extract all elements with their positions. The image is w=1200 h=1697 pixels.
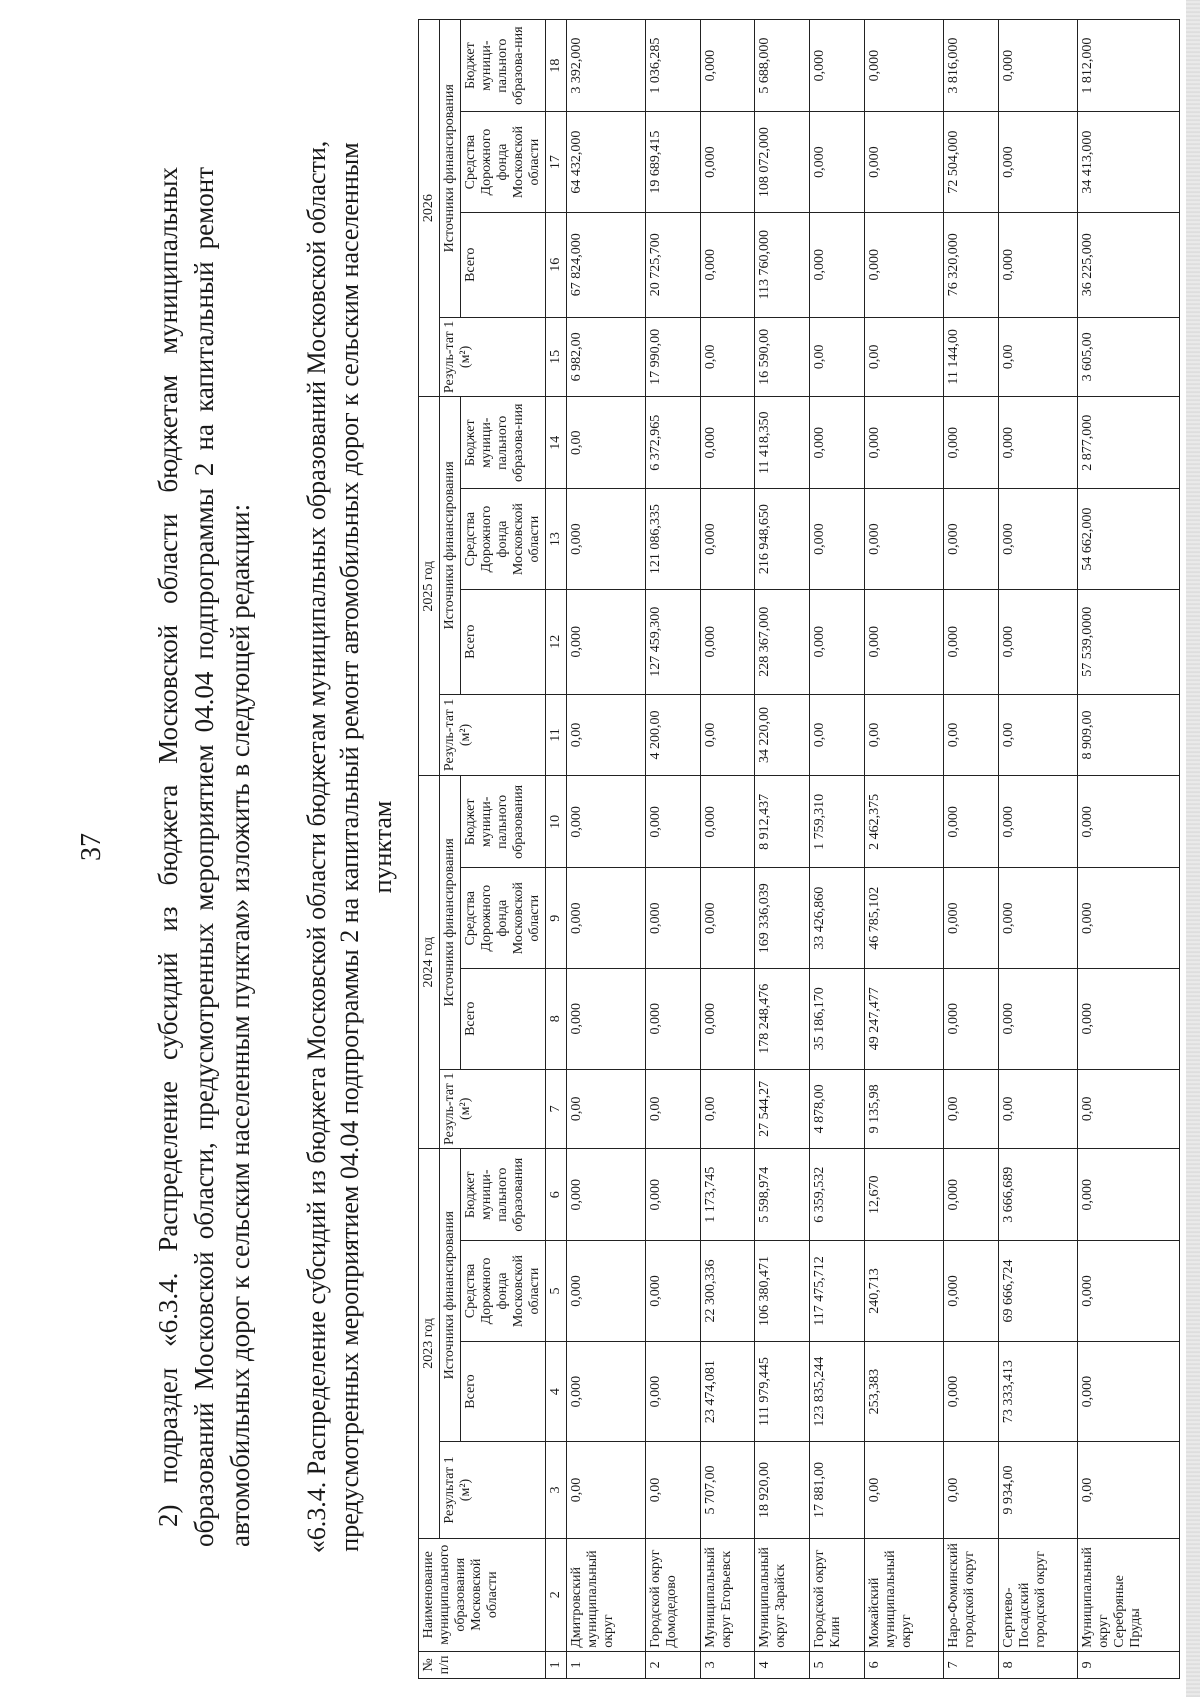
value-cell: 5 707,00 bbox=[700, 1442, 755, 1538]
value-cell: 1 036,285 bbox=[645, 20, 700, 112]
value-cell: 0,000 bbox=[865, 589, 944, 694]
value-cell: 0,000 bbox=[567, 589, 646, 694]
header-year-2024: 2024 год bbox=[419, 776, 440, 1149]
value-cell: 34 413,000 bbox=[1077, 112, 1180, 213]
value-cell: 0,000 bbox=[645, 776, 700, 868]
value-cell: 0,00 bbox=[998, 317, 1077, 397]
value-cell: 0,000 bbox=[943, 776, 998, 868]
value-cell: 67 824,000 bbox=[567, 212, 646, 317]
value-cell: 0,00 bbox=[998, 1069, 1077, 1149]
header-row-subcols bbox=[461, 20, 546, 1679]
value-cell: 0,00 bbox=[567, 397, 646, 489]
value-cell: 0,00 bbox=[645, 1442, 700, 1538]
value-cell: 0,000 bbox=[567, 1149, 646, 1241]
value-cell: 18 920,00 bbox=[755, 1442, 810, 1538]
value-cell: 0,00 bbox=[700, 317, 755, 397]
table-row bbox=[943, 20, 998, 1679]
value-cell: 127 459,300 bbox=[645, 589, 700, 694]
value-cell: 0,00 bbox=[865, 1442, 944, 1538]
value-cell: 64 432,000 bbox=[567, 112, 646, 213]
value-cell: 6 372,965 bbox=[645, 397, 700, 489]
value-cell: 5 688,000 bbox=[755, 20, 810, 112]
value-cell: 17 881,00 bbox=[810, 1442, 865, 1538]
value-cell: 6 982,00 bbox=[567, 317, 646, 397]
column-number: 3 bbox=[546, 1442, 567, 1538]
table-row bbox=[755, 20, 810, 1679]
header-budget-2023: Бюджет муници-пального образования bbox=[461, 1149, 546, 1241]
header-budget-2025: Бюджет муници-пального образова-ния bbox=[461, 397, 546, 489]
value-cell: 0,00 bbox=[1077, 1069, 1180, 1149]
municipality-name: Сергиево-Посадский городской округ bbox=[998, 1538, 1077, 1651]
value-cell: 0,000 bbox=[567, 868, 646, 969]
column-number: 10 bbox=[546, 776, 567, 868]
value-cell: 3 816,000 bbox=[943, 20, 998, 112]
value-cell: 0,000 bbox=[1077, 1149, 1180, 1241]
value-cell: 19 689,415 bbox=[645, 112, 700, 213]
value-cell: 0,000 bbox=[700, 868, 755, 969]
value-cell: 111 979,445 bbox=[755, 1341, 810, 1442]
page-number: 37 bbox=[76, 833, 107, 861]
value-cell: 12,670 bbox=[865, 1149, 944, 1241]
value-cell: 0,000 bbox=[700, 20, 755, 112]
value-cell: 0,000 bbox=[700, 968, 755, 1069]
value-cell: 16 590,00 bbox=[755, 317, 810, 397]
value-cell: 2 462,375 bbox=[865, 776, 944, 868]
row-number: 6 bbox=[865, 1651, 944, 1678]
value-cell: 22 300,336 bbox=[700, 1241, 755, 1342]
value-cell: 35 186,170 bbox=[810, 968, 865, 1069]
table-row bbox=[645, 20, 700, 1679]
column-number: 6 bbox=[546, 1149, 567, 1241]
value-cell: 178 248,476 bbox=[755, 968, 810, 1069]
row-number: 8 bbox=[998, 1651, 1077, 1678]
header-result-2025: Резуль-тат 1 (м²) bbox=[440, 694, 546, 776]
value-cell: 0,000 bbox=[645, 968, 700, 1069]
value-cell: 0,000 bbox=[998, 589, 1077, 694]
value-cell: 20 725,700 bbox=[645, 212, 700, 317]
column-number: 12 bbox=[546, 589, 567, 694]
value-cell: 36 225,000 bbox=[1077, 212, 1180, 317]
value-cell: 3 392,000 bbox=[567, 20, 646, 112]
header-row-sources bbox=[440, 20, 461, 1679]
value-cell: 73 333,413 bbox=[998, 1341, 1077, 1442]
table-row bbox=[865, 20, 944, 1679]
value-cell: 0,000 bbox=[567, 489, 646, 590]
column-number: 17 bbox=[546, 112, 567, 213]
column-number: 9 bbox=[546, 868, 567, 969]
table-row bbox=[1077, 20, 1180, 1679]
value-cell: 1 759,310 bbox=[810, 776, 865, 868]
value-cell: 0,000 bbox=[998, 112, 1077, 213]
section-heading: «6.3.4. Распределение субсидий из бюджета Московской области бюджетам муниципальных образований Московской области, предусмотренных мероприятием 04.04 подпрограммы 2 на капитальный ремонт автомобильных дорог к сельским населенным пунктам bbox=[302, 140, 397, 1554]
value-cell: 0,000 bbox=[998, 397, 1077, 489]
value-cell: 113 760,000 bbox=[755, 212, 810, 317]
value-cell: 0,000 bbox=[567, 1341, 646, 1442]
value-cell: 0,000 bbox=[1077, 776, 1180, 868]
value-cell: 9 135,98 bbox=[865, 1069, 944, 1149]
value-cell: 0,000 bbox=[943, 489, 998, 590]
column-number: 15 bbox=[546, 317, 567, 397]
value-cell: 0,000 bbox=[998, 968, 1077, 1069]
value-cell: 11 418,350 bbox=[755, 397, 810, 489]
value-cell: 0,00 bbox=[810, 694, 865, 776]
table-row bbox=[810, 20, 865, 1679]
header-budget-2026: Бюджет муници-пального образова-ния bbox=[461, 20, 546, 112]
value-cell: 0,000 bbox=[700, 112, 755, 213]
value-cell: 76 320,000 bbox=[943, 212, 998, 317]
value-cell: 8 909,00 bbox=[1077, 694, 1180, 776]
value-cell: 253,383 bbox=[865, 1341, 944, 1442]
header-budget-2024: Бюджет муници-пального образования bbox=[461, 776, 546, 868]
municipality-name: Муниципальный округ Серебряные Пруды bbox=[1077, 1538, 1180, 1651]
value-cell: 54 662,000 bbox=[1077, 489, 1180, 590]
row-number: 1 bbox=[567, 1651, 646, 1678]
header-year-2025: 2025 год bbox=[419, 397, 440, 776]
value-cell: 11 144,00 bbox=[943, 317, 998, 397]
value-cell: 0,000 bbox=[810, 397, 865, 489]
header-total-2025: Всего bbox=[461, 589, 546, 694]
value-cell: 1 173,745 bbox=[700, 1149, 755, 1241]
value-cell: 0,00 bbox=[810, 317, 865, 397]
municipality-name: Дмитровский муниципальный округ bbox=[567, 1538, 646, 1651]
value-cell: 216 948,650 bbox=[755, 489, 810, 590]
municipality-name: Муниципальный округ Зарайск bbox=[755, 1538, 810, 1651]
column-number: 18 bbox=[546, 20, 567, 112]
row-number: 7 bbox=[943, 1651, 998, 1678]
header-sources-2026: Источники финансирования bbox=[440, 20, 461, 318]
value-cell: 0,000 bbox=[943, 397, 998, 489]
value-cell: 0,000 bbox=[645, 868, 700, 969]
value-cell: 0,000 bbox=[810, 112, 865, 213]
value-cell: 0,000 bbox=[998, 868, 1077, 969]
value-cell: 0,00 bbox=[943, 1442, 998, 1538]
value-cell: 240,713 bbox=[865, 1241, 944, 1342]
value-cell: 3 605,00 bbox=[1077, 317, 1180, 397]
value-cell: 17 990,00 bbox=[645, 317, 700, 397]
header-num: № п/п bbox=[419, 1651, 546, 1678]
value-cell: 0,00 bbox=[700, 1069, 755, 1149]
value-cell: 0,000 bbox=[865, 397, 944, 489]
value-cell: 0,000 bbox=[998, 212, 1077, 317]
value-cell: 46 785,102 bbox=[865, 868, 944, 969]
column-number: 8 bbox=[546, 968, 567, 1069]
value-cell: 0,000 bbox=[567, 1241, 646, 1342]
table-row bbox=[998, 20, 1077, 1679]
value-cell: 0,000 bbox=[700, 589, 755, 694]
value-cell: 117 475,712 bbox=[810, 1241, 865, 1342]
value-cell: 0,000 bbox=[943, 1241, 998, 1342]
value-cell: 0,00 bbox=[943, 1069, 998, 1149]
value-cell: 0,000 bbox=[700, 212, 755, 317]
value-cell: 0,000 bbox=[810, 589, 865, 694]
header-result-2026: Резуль-тат 1 (м²) bbox=[440, 317, 546, 397]
column-number: 1 bbox=[546, 1651, 567, 1678]
value-cell: 228 367,000 bbox=[755, 589, 810, 694]
municipality-name: Наро-Фоминский городской округ bbox=[943, 1538, 998, 1651]
value-cell: 0,00 bbox=[998, 694, 1077, 776]
value-cell: 34 220,00 bbox=[755, 694, 810, 776]
municipality-name: Городской округ Домодедово bbox=[645, 1538, 700, 1651]
subsidy-table bbox=[418, 19, 1180, 1679]
table-row bbox=[567, 20, 646, 1679]
value-cell: 0,000 bbox=[810, 20, 865, 112]
value-cell: 0,000 bbox=[567, 968, 646, 1069]
row-number: 9 bbox=[1077, 1651, 1180, 1678]
column-number: 5 bbox=[546, 1241, 567, 1342]
header-roadfund-2025: Средства Дорожного фонда Московской области bbox=[461, 489, 546, 590]
value-cell: 0,000 bbox=[943, 589, 998, 694]
municipality-name: Муниципальный округ Егорьевск bbox=[700, 1538, 755, 1651]
value-cell: 1 812,000 bbox=[1077, 20, 1180, 112]
municipality-name: Городской округ Клин bbox=[810, 1538, 865, 1651]
value-cell: 0,00 bbox=[567, 694, 646, 776]
header-roadfund-2026: Средства Дорожного фонда Московской области bbox=[461, 112, 546, 213]
value-cell: 0,000 bbox=[998, 776, 1077, 868]
value-cell: 2 877,000 bbox=[1077, 397, 1180, 489]
value-cell: 0,000 bbox=[810, 489, 865, 590]
value-cell: 0,000 bbox=[865, 212, 944, 317]
value-cell: 0,000 bbox=[865, 20, 944, 112]
header-year-2026: 2026 bbox=[419, 20, 440, 397]
value-cell: 0,000 bbox=[1077, 868, 1180, 969]
value-cell: 0,00 bbox=[700, 694, 755, 776]
column-number: 2 bbox=[546, 1538, 567, 1651]
value-cell: 6 359,532 bbox=[810, 1149, 865, 1241]
value-cell: 49 247,477 bbox=[865, 968, 944, 1069]
intro-paragraph: 2) подраздел «6.3.4. Распределение субсидий из бюджета Московской области бюджетам муниципальных образований Московской области, предусмотренных мероприятием 04.04 подпрограммы 2 на капитальный ремонт автомобильных дорог к сельским населенным пунктам» изложить в следующей редакции: bbox=[153, 167, 255, 1547]
value-cell: 3 666,689 bbox=[998, 1149, 1077, 1241]
header-name: Наименование муниципального образования Московской области bbox=[419, 1538, 546, 1651]
header-roadfund-2024: Средства Дорожного фонда Московской области bbox=[461, 868, 546, 969]
value-cell: 0,00 bbox=[943, 694, 998, 776]
value-cell: 0,000 bbox=[700, 489, 755, 590]
header-total-2026: Всего bbox=[461, 212, 546, 317]
column-number: 14 bbox=[546, 397, 567, 489]
value-cell: 0,000 bbox=[943, 1149, 998, 1241]
header-year-2023: 2023 год bbox=[419, 1149, 440, 1539]
header-row-years bbox=[419, 20, 440, 1679]
header-sources-2024: Источники финансирования bbox=[440, 776, 461, 1069]
value-cell: 33 426,860 bbox=[810, 868, 865, 969]
row-number: 2 bbox=[645, 1651, 700, 1678]
value-cell: 123 835,244 bbox=[810, 1341, 865, 1442]
value-cell: 0,000 bbox=[700, 776, 755, 868]
value-cell: 57 539,0000 bbox=[1077, 589, 1180, 694]
value-cell: 169 336,039 bbox=[755, 868, 810, 969]
value-cell: 0,000 bbox=[943, 1341, 998, 1442]
value-cell: 0,000 bbox=[865, 112, 944, 213]
value-cell: 69 666,724 bbox=[998, 1241, 1077, 1342]
value-cell: 0,000 bbox=[567, 776, 646, 868]
municipality-name: Можайский муниципальный округ bbox=[865, 1538, 944, 1651]
value-cell: 0,000 bbox=[865, 489, 944, 590]
header-result-2024: Резуль-тат 1 (м²) bbox=[440, 1069, 546, 1149]
table-row bbox=[700, 20, 755, 1679]
value-cell: 0,00 bbox=[645, 1069, 700, 1149]
value-cell: 4 200,00 bbox=[645, 694, 700, 776]
value-cell: 0,00 bbox=[1077, 1442, 1180, 1538]
header-sources-2025: Источники финансирования bbox=[440, 397, 461, 694]
value-cell: 4 878,00 bbox=[810, 1069, 865, 1149]
column-number: 4 bbox=[546, 1341, 567, 1442]
value-cell: 0,000 bbox=[645, 1341, 700, 1442]
value-cell: 23 474,081 bbox=[700, 1341, 755, 1442]
row-number: 4 bbox=[755, 1651, 810, 1678]
value-cell: 0,00 bbox=[865, 694, 944, 776]
value-cell: 5 598,974 bbox=[755, 1149, 810, 1241]
value-cell: 9 934,00 bbox=[998, 1442, 1077, 1538]
value-cell: 0,000 bbox=[1077, 1241, 1180, 1342]
column-number: 7 bbox=[546, 1069, 567, 1149]
table-body bbox=[567, 20, 1180, 1679]
column-number: 11 bbox=[546, 694, 567, 776]
row-number: 5 bbox=[810, 1651, 865, 1678]
value-cell: 0,000 bbox=[1077, 1341, 1180, 1442]
value-cell: 0,000 bbox=[998, 20, 1077, 112]
column-number-row bbox=[546, 20, 567, 1679]
value-cell: 0,000 bbox=[700, 397, 755, 489]
value-cell: 0,00 bbox=[567, 1069, 646, 1149]
value-cell: 27 544,27 bbox=[755, 1069, 810, 1149]
header-total-2024: Всего bbox=[461, 968, 546, 1069]
value-cell: 0,000 bbox=[943, 868, 998, 969]
value-cell: 106 380,471 bbox=[755, 1241, 810, 1342]
column-number: 16 bbox=[546, 212, 567, 317]
value-cell: 0,000 bbox=[810, 212, 865, 317]
value-cell: 8 912,437 bbox=[755, 776, 810, 868]
header-sources-2023: Источники финансирования bbox=[440, 1149, 461, 1442]
value-cell: 121 086,335 bbox=[645, 489, 700, 590]
column-number: 13 bbox=[546, 489, 567, 590]
row-number: 3 bbox=[700, 1651, 755, 1678]
value-cell: 0,000 bbox=[1077, 968, 1180, 1069]
value-cell: 72 504,000 bbox=[943, 112, 998, 213]
value-cell: 0,000 bbox=[998, 489, 1077, 590]
header-total-2023: Всего bbox=[461, 1341, 546, 1442]
value-cell: 108 072,000 bbox=[755, 112, 810, 213]
value-cell: 0,000 bbox=[645, 1149, 700, 1241]
header-roadfund-2023: Средства Дорожного фонда Московской области bbox=[461, 1241, 546, 1342]
value-cell: 0,000 bbox=[645, 1241, 700, 1342]
header-result-2023: Результат 1 (м²) bbox=[440, 1442, 546, 1538]
value-cell: 0,00 bbox=[865, 317, 944, 397]
value-cell: 0,000 bbox=[943, 968, 998, 1069]
value-cell: 0,00 bbox=[567, 1442, 646, 1538]
